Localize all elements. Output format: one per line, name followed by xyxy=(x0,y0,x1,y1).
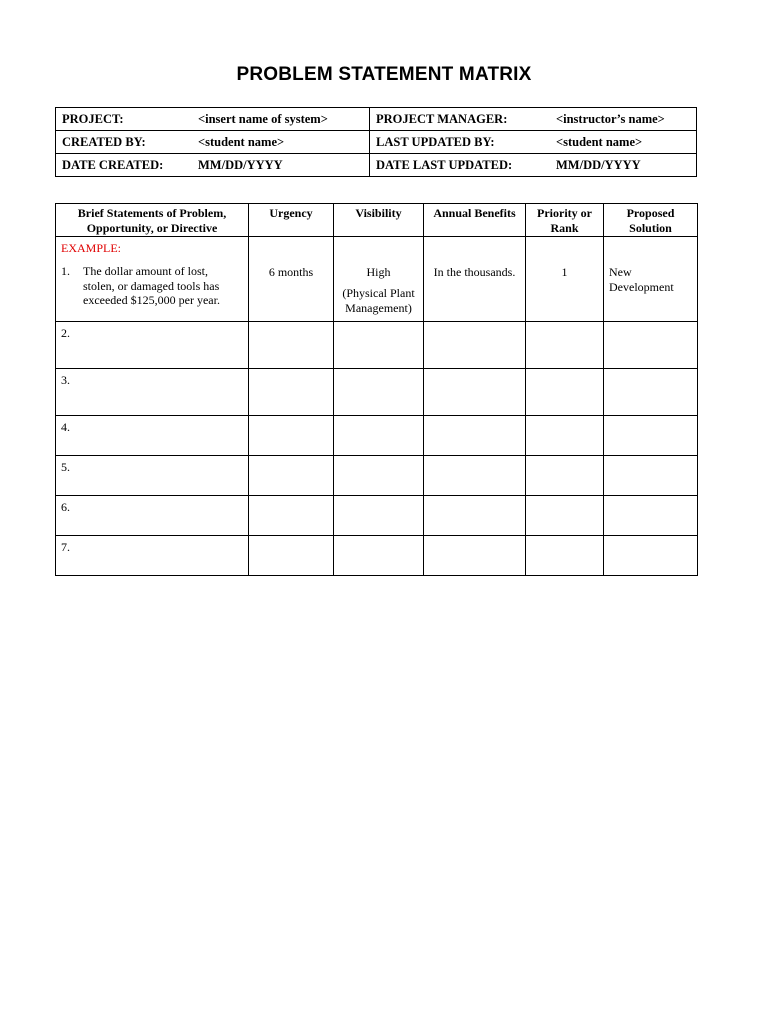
date-created-value: MM/DD/YYYY xyxy=(192,154,370,177)
urgency-cell[interactable] xyxy=(249,456,334,496)
solution-cell[interactable] xyxy=(604,456,698,496)
project-manager-value: <instructor’s name> xyxy=(550,108,697,131)
priority-cell[interactable] xyxy=(526,536,604,576)
urgency-cell[interactable] xyxy=(249,496,334,536)
example-solution-cell xyxy=(604,237,698,322)
visibility-cell[interactable] xyxy=(334,496,424,536)
example-urgency: 6 months xyxy=(268,265,314,279)
solution-cell[interactable] xyxy=(604,496,698,536)
matrix-header-row xyxy=(56,204,698,237)
info-row xyxy=(56,131,697,154)
header-visibility: Visibility xyxy=(334,204,424,237)
example-annual-benefits: In the thousands. xyxy=(433,265,516,279)
header-proposed-solution: Proposed Solution xyxy=(604,204,698,237)
urgency-cell[interactable] xyxy=(249,416,334,456)
example-urgency-cell xyxy=(249,237,334,322)
urgency-cell[interactable] xyxy=(249,322,334,369)
row-number[interactable]: 5. xyxy=(56,456,249,496)
example-solution: New Development xyxy=(609,265,674,294)
example-visibility-note: (Physical Plant Management) xyxy=(342,286,415,315)
visibility-cell[interactable] xyxy=(334,536,424,576)
visibility-cell[interactable] xyxy=(334,322,424,369)
info-row xyxy=(56,154,697,177)
project-manager-label: PROJECT MANAGER: xyxy=(370,108,551,131)
annual-benefits-cell[interactable] xyxy=(424,322,526,369)
table-row xyxy=(56,416,698,456)
example-statement-cell xyxy=(56,237,249,322)
priority-cell[interactable] xyxy=(526,322,604,369)
date-last-updated-label: DATE LAST UPDATED: xyxy=(370,154,551,177)
visibility-cell[interactable] xyxy=(334,369,424,416)
visibility-cell[interactable] xyxy=(334,416,424,456)
created-by-label: CREATED BY: xyxy=(56,131,193,154)
annual-benefits-cell[interactable] xyxy=(424,496,526,536)
header-brief-statements: Brief Statements of Problem, Opportunity, or Directive xyxy=(56,204,249,237)
example-visibility-cell xyxy=(334,237,424,322)
annual-benefits-cell[interactable] xyxy=(424,536,526,576)
header-priority-rank: Priority or Rank xyxy=(526,204,604,237)
urgency-cell[interactable] xyxy=(249,536,334,576)
table-row xyxy=(56,322,698,369)
header-annual-benefits: Annual Benefits xyxy=(424,204,526,237)
priority-cell[interactable] xyxy=(526,369,604,416)
table-row xyxy=(56,456,698,496)
solution-cell[interactable] xyxy=(604,536,698,576)
priority-cell[interactable] xyxy=(526,496,604,536)
solution-cell[interactable] xyxy=(604,416,698,456)
last-updated-by-value: <student name> xyxy=(550,131,697,154)
problem-matrix-table xyxy=(55,203,698,576)
page-title: PROBLEM STATEMENT MATRIX xyxy=(236,64,532,85)
priority-cell[interactable] xyxy=(526,416,604,456)
row-number[interactable]: 3. xyxy=(56,369,249,416)
created-by-value: <student name> xyxy=(192,131,370,154)
annual-benefits-cell[interactable] xyxy=(424,416,526,456)
solution-cell[interactable] xyxy=(604,369,698,416)
visibility-cell[interactable] xyxy=(334,456,424,496)
example-statement: The dollar amount of lost, stolen, or damaged tools has exceeded $125,000 per year. xyxy=(83,264,220,307)
row-number[interactable]: 2. xyxy=(56,322,249,369)
table-row xyxy=(56,496,698,536)
example-label: EXAMPLE: xyxy=(61,241,121,255)
project-info-table xyxy=(55,107,697,177)
date-last-updated-value: MM/DD/YYYY xyxy=(550,154,697,177)
example-priority-cell xyxy=(526,237,604,322)
project-value: <insert name of system> xyxy=(192,108,370,131)
solution-cell[interactable] xyxy=(604,322,698,369)
annual-benefits-cell[interactable] xyxy=(424,369,526,416)
priority-cell[interactable] xyxy=(526,456,604,496)
example-visibility: High xyxy=(366,265,391,279)
annual-benefits-cell[interactable] xyxy=(424,456,526,496)
header-urgency: Urgency xyxy=(249,204,334,237)
row-number[interactable]: 4. xyxy=(56,416,249,456)
urgency-cell[interactable] xyxy=(249,369,334,416)
table-row xyxy=(56,536,698,576)
example-priority: 1 xyxy=(561,265,568,279)
row-number[interactable]: 6. xyxy=(56,496,249,536)
table-row xyxy=(56,369,698,416)
row-number[interactable]: 7. xyxy=(56,536,249,576)
info-row xyxy=(56,108,697,131)
row-number: 1. xyxy=(61,264,70,278)
example-annual-benefits-cell xyxy=(424,237,526,322)
example-row xyxy=(56,237,698,322)
project-label: PROJECT: xyxy=(56,108,193,131)
last-updated-by-label: LAST UPDATED BY: xyxy=(370,131,551,154)
date-created-label: DATE CREATED: xyxy=(56,154,193,177)
